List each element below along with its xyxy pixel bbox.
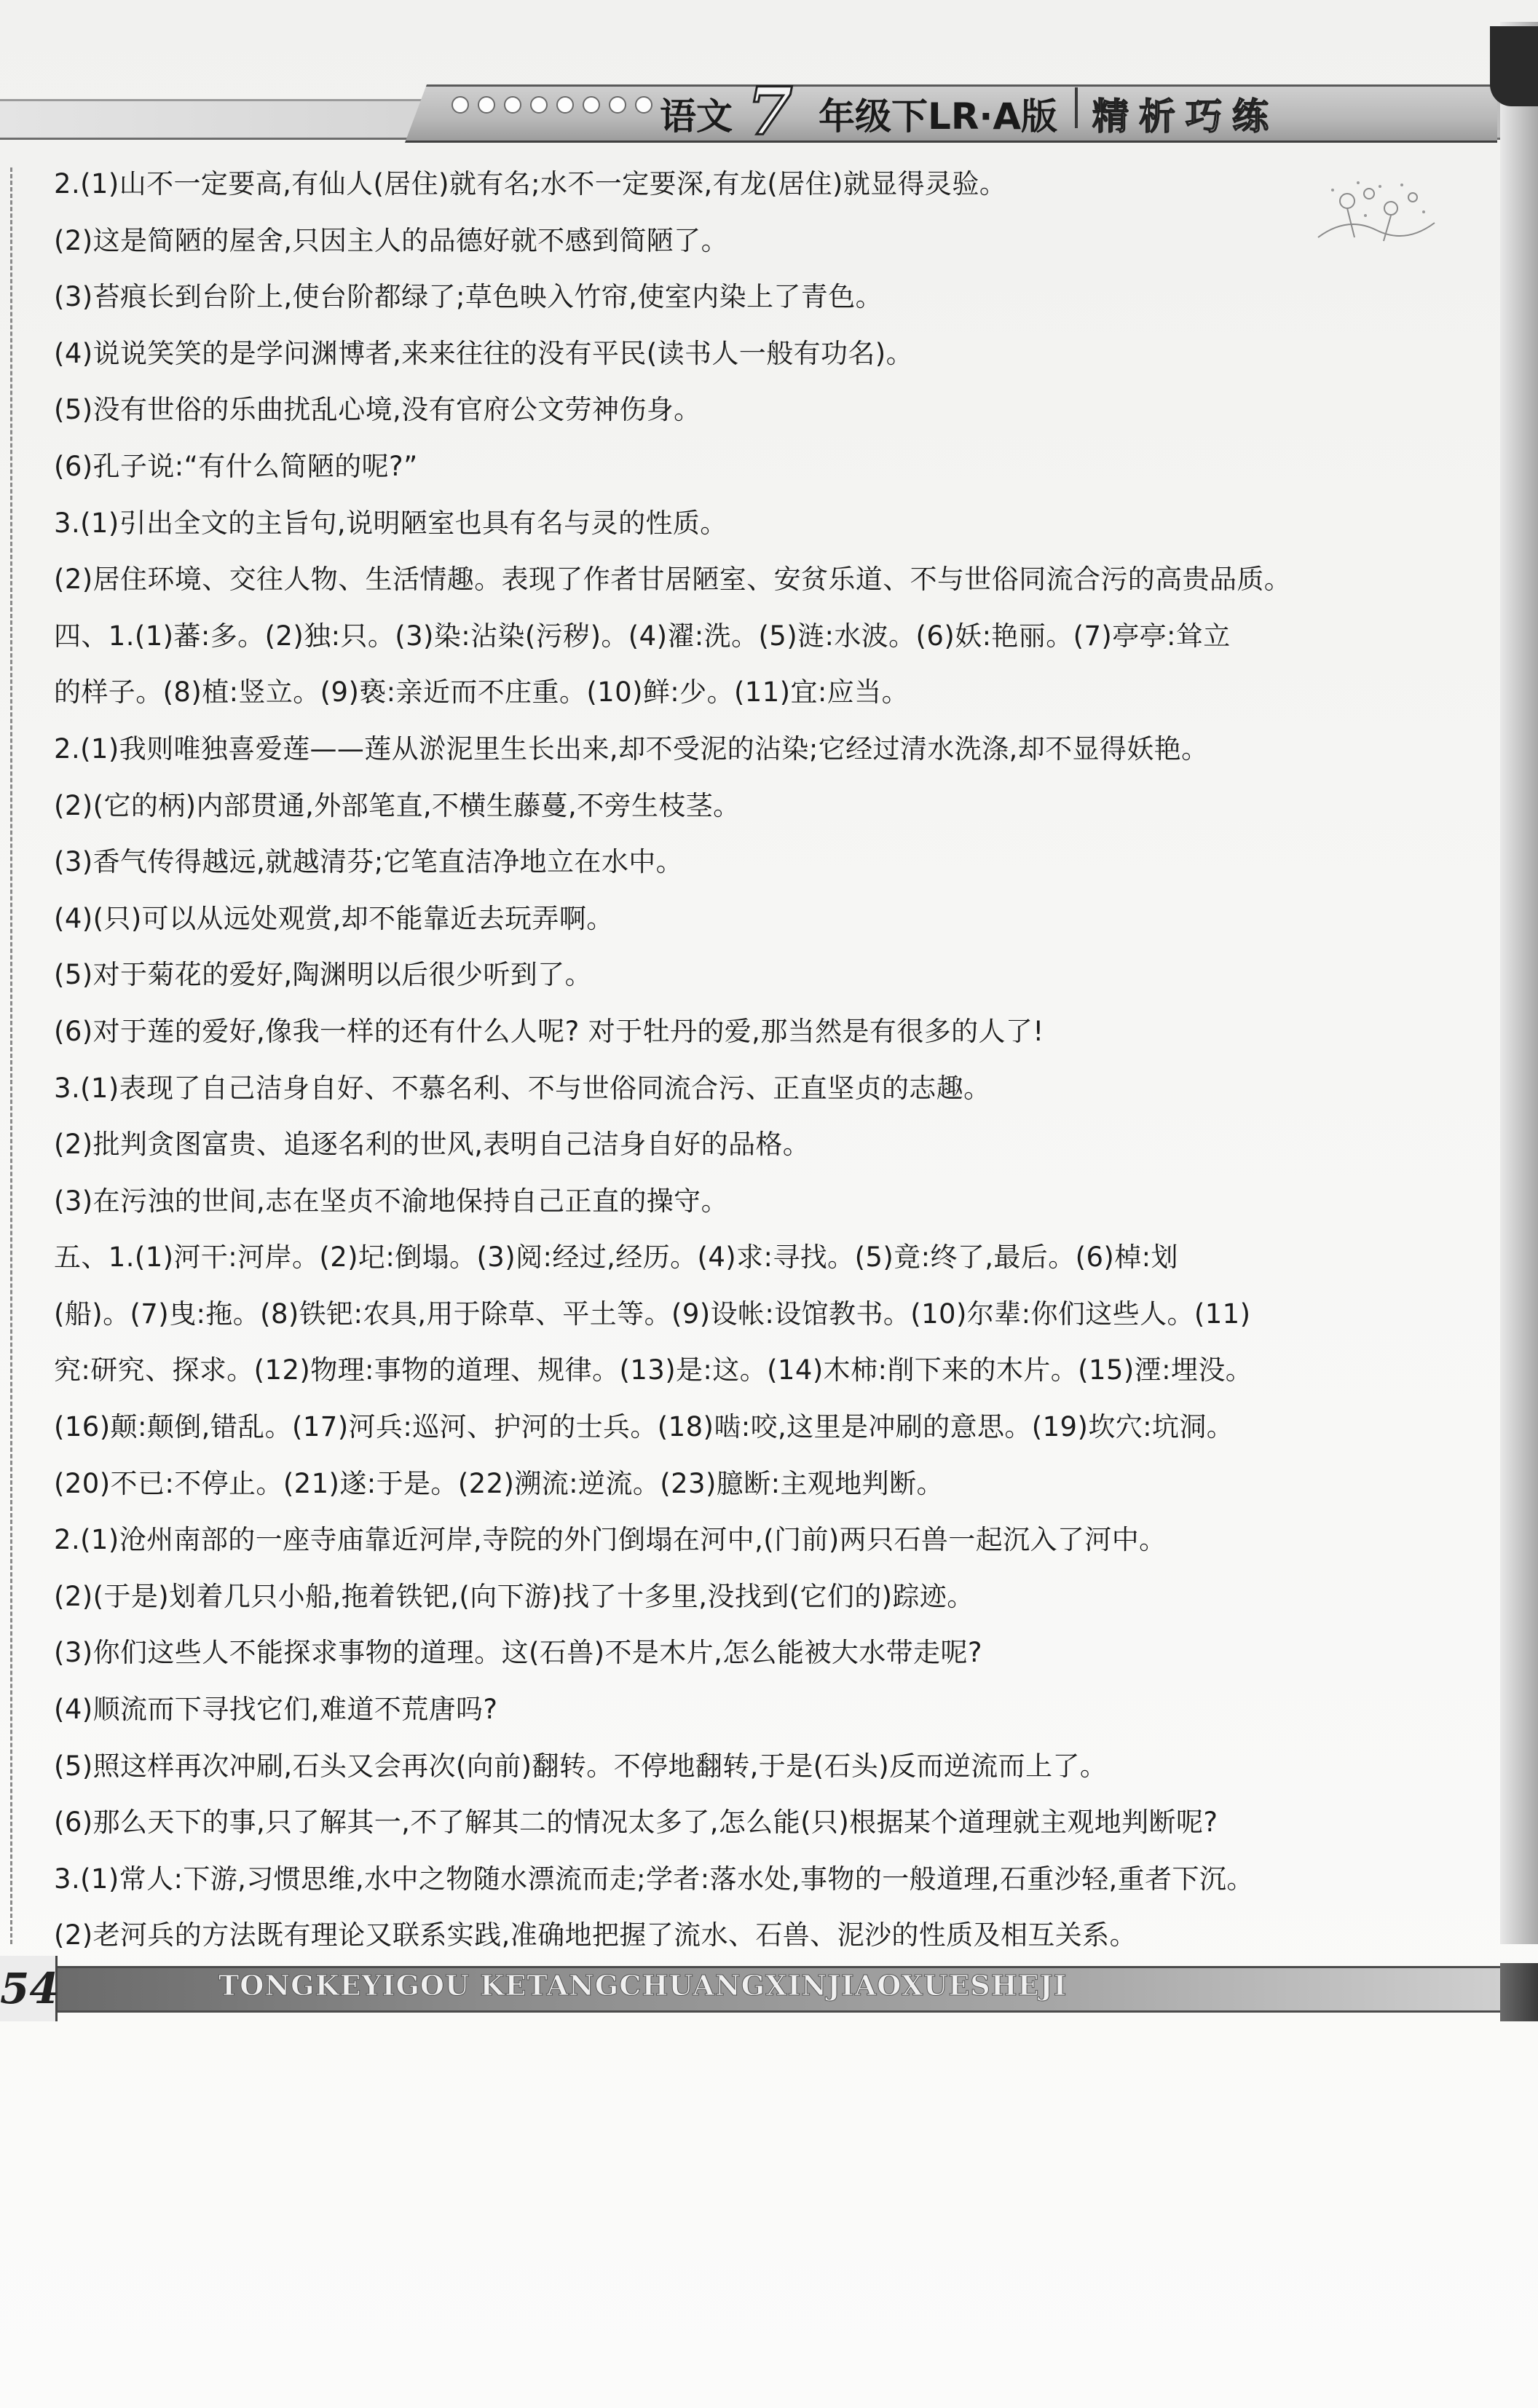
header-series: 精析巧练: [1092, 95, 1279, 138]
answer-content: [54, 156, 1481, 1964]
text-line: (3)你们这些人不能探求事物的道理。这(石兽)不是木片,怎么能被大水带走呢?: [54, 1637, 982, 1669]
dot-icon: [451, 96, 469, 114]
text-line: (6)对于莲的爱好,像我一样的还有什么人呢? 对于牡丹的爱,那当然是有很多的人了!: [54, 1015, 1044, 1047]
text-line: 2.(1)山不一定要高,有仙人(居住)就有名;水不一定要深,有龙(居住)就显得灵验。: [54, 168, 1007, 200]
header-edition: 年级下LR·A版: [819, 95, 1058, 138]
text-line: (2)(它的柄)内部贯通,外部笔直,不横生藤蔓,不旁生枝茎。: [54, 789, 741, 821]
text-line: (船)。(7)曳:拖。(8)铁钯:农具,用于除草、平土等。(9)设帐:设馆教书。(10)尔辈:你们这些人。(11): [54, 1298, 1251, 1330]
dot-icon: [504, 96, 521, 114]
text-line: (2)这是简陋的屋舍,只因主人的品德好就不感到简陋了。: [54, 224, 728, 256]
margin-dashed-line: [10, 167, 12, 1944]
text-line: 3.(1)引出全文的主旨句,说明陋室也具有名与灵的性质。: [54, 507, 727, 539]
text-line: 3.(1)表现了自己洁身自好、不慕名利、不与世俗同流合污、正直坚贞的志趣。: [54, 1072, 991, 1104]
text-line: (2)老河兵的方法既有理论又联系实践,准确地把握了流水、石兽、泥沙的性质及相互关系。: [54, 1919, 1137, 1951]
page-corner-shadow: [1490, 26, 1538, 106]
text-line: (3)苔痕长到台阶上,使台阶都绿了;草色映入竹帘,使室内染上了青色。: [54, 281, 883, 313]
text-line: 的样子。(8)植:竖立。(9)亵:亲近而不庄重。(10)鲜:少。(11)宜:应当。: [54, 676, 909, 708]
page-footer: [0, 1956, 1538, 2021]
dot-icon: [635, 96, 652, 114]
text-line: (2)批判贪图富贵、追逐名利的世风,表明自己洁身自好的品格。: [54, 1129, 811, 1161]
text-line: (2)居住环境、交往人物、生活情趣。表现了作者甘居陋室、安贫乐道、不与世俗同流合污的高贵品质。: [54, 564, 1292, 596]
text-line: (4)(只)可以从远处观赏,却不能靠近去玩弄啊。: [54, 902, 614, 934]
dot-icon: [530, 96, 548, 114]
text-line: 2.(1)沧州南部的一座寺庙靠近河岸,寺院的外门倒塌在河中,(门前)两只石兽一起沉入了河中。: [54, 1524, 1167, 1556]
text-line: (4)顺流而下寻找它们,难道不荒唐吗?: [54, 1694, 498, 1726]
header-divider: [1075, 87, 1078, 128]
text-line: 3.(1)常人:下游,习惯思维,水中之物随水漂流而走;学者:落水处,事物的一般道理,石重沙轻,重者下沉。: [54, 1863, 1254, 1895]
page-header: [0, 73, 1538, 150]
text-line: 究:研究、探求。(12)物理:事物的道理、规律。(13)是:这。(14)木柿:削下来的木片。(15)湮:埋没。: [54, 1354, 1253, 1386]
header-dots-decoration: [451, 96, 652, 114]
text-line: (6)孔子说:“有什么简陋的呢?”: [54, 450, 418, 482]
text-line: (5)没有世俗的乐曲扰乱心境,没有官府公文劳神伤身。: [54, 394, 701, 426]
header-grade-number: 7: [747, 73, 793, 150]
text-line: (6)那么天下的事,只了解其一,不了解其二的情况太多了,怎么能(只)根据某个道理就主观地判断呢?: [54, 1807, 1218, 1839]
text-line: 四、1.(1)蕃:多。(2)独:只。(3)染:沾染(污秽)。(4)濯:洗。(5)涟:水波。(6)妖:艳丽。(7)亭亭:耸立: [54, 620, 1231, 652]
footer-title: TONGKEYIGOU KETANGCHUANGXINJIAOXUESHEJI: [218, 1969, 1068, 2002]
page-right-edge: [1500, 22, 1538, 1944]
text-line: 2.(1)我则唯独喜爱莲——莲从淤泥里生长出来,却不受泥的沾染;它经过清水洗涤,却不显得妖艳。: [54, 733, 1209, 765]
page-number: 54: [0, 1956, 58, 2021]
text-line: (4)说说笑笑的是学问渊博者,来来往往的没有平民(读书人一般有功名)。: [54, 337, 914, 369]
text-line: (3)在污浊的世间,志在坚贞不渝地保持自己正直的操守。: [54, 1185, 728, 1217]
text-line: (20)不已:不停止。(21)遂:于是。(22)溯流:逆流。(23)臆断:主观地判断。: [54, 1467, 944, 1499]
text-line: (2)(于是)划着几只小船,拖着铁钯,(向下游)找了十多里,没找到(它们的)踪迹。: [54, 1580, 974, 1612]
text-line: 五、1.(1)河干:河岸。(2)圮:倒塌。(3)阅:经过,经历。(4)求:寻找。(5)竟:终了,最后。(6)棹:划: [54, 1241, 1178, 1274]
dot-icon: [556, 96, 574, 114]
dot-icon: [609, 96, 626, 114]
text-line: (5)照这样再次冲刷,石头又会再次(向前)翻转。不停地翻转,于是(石头)反而逆流而上了。: [54, 1750, 1108, 1782]
footer-edge: [1500, 1963, 1538, 2021]
dot-icon: [583, 96, 600, 114]
text-line: (16)颠:颠倒,错乱。(17)河兵:巡河、护河的士兵。(18)啮:咬,这里是冲刷的意思。(19)坎穴:坑洞。: [54, 1411, 1234, 1443]
dot-icon: [478, 96, 495, 114]
text-line: (5)对于菊花的爱好,陶渊明以后很少听到了。: [54, 959, 592, 991]
text-line: (3)香气传得越远,就越清芬;它笔直洁净地立在水中。: [54, 846, 684, 878]
header-subject: 语文: [660, 95, 733, 138]
